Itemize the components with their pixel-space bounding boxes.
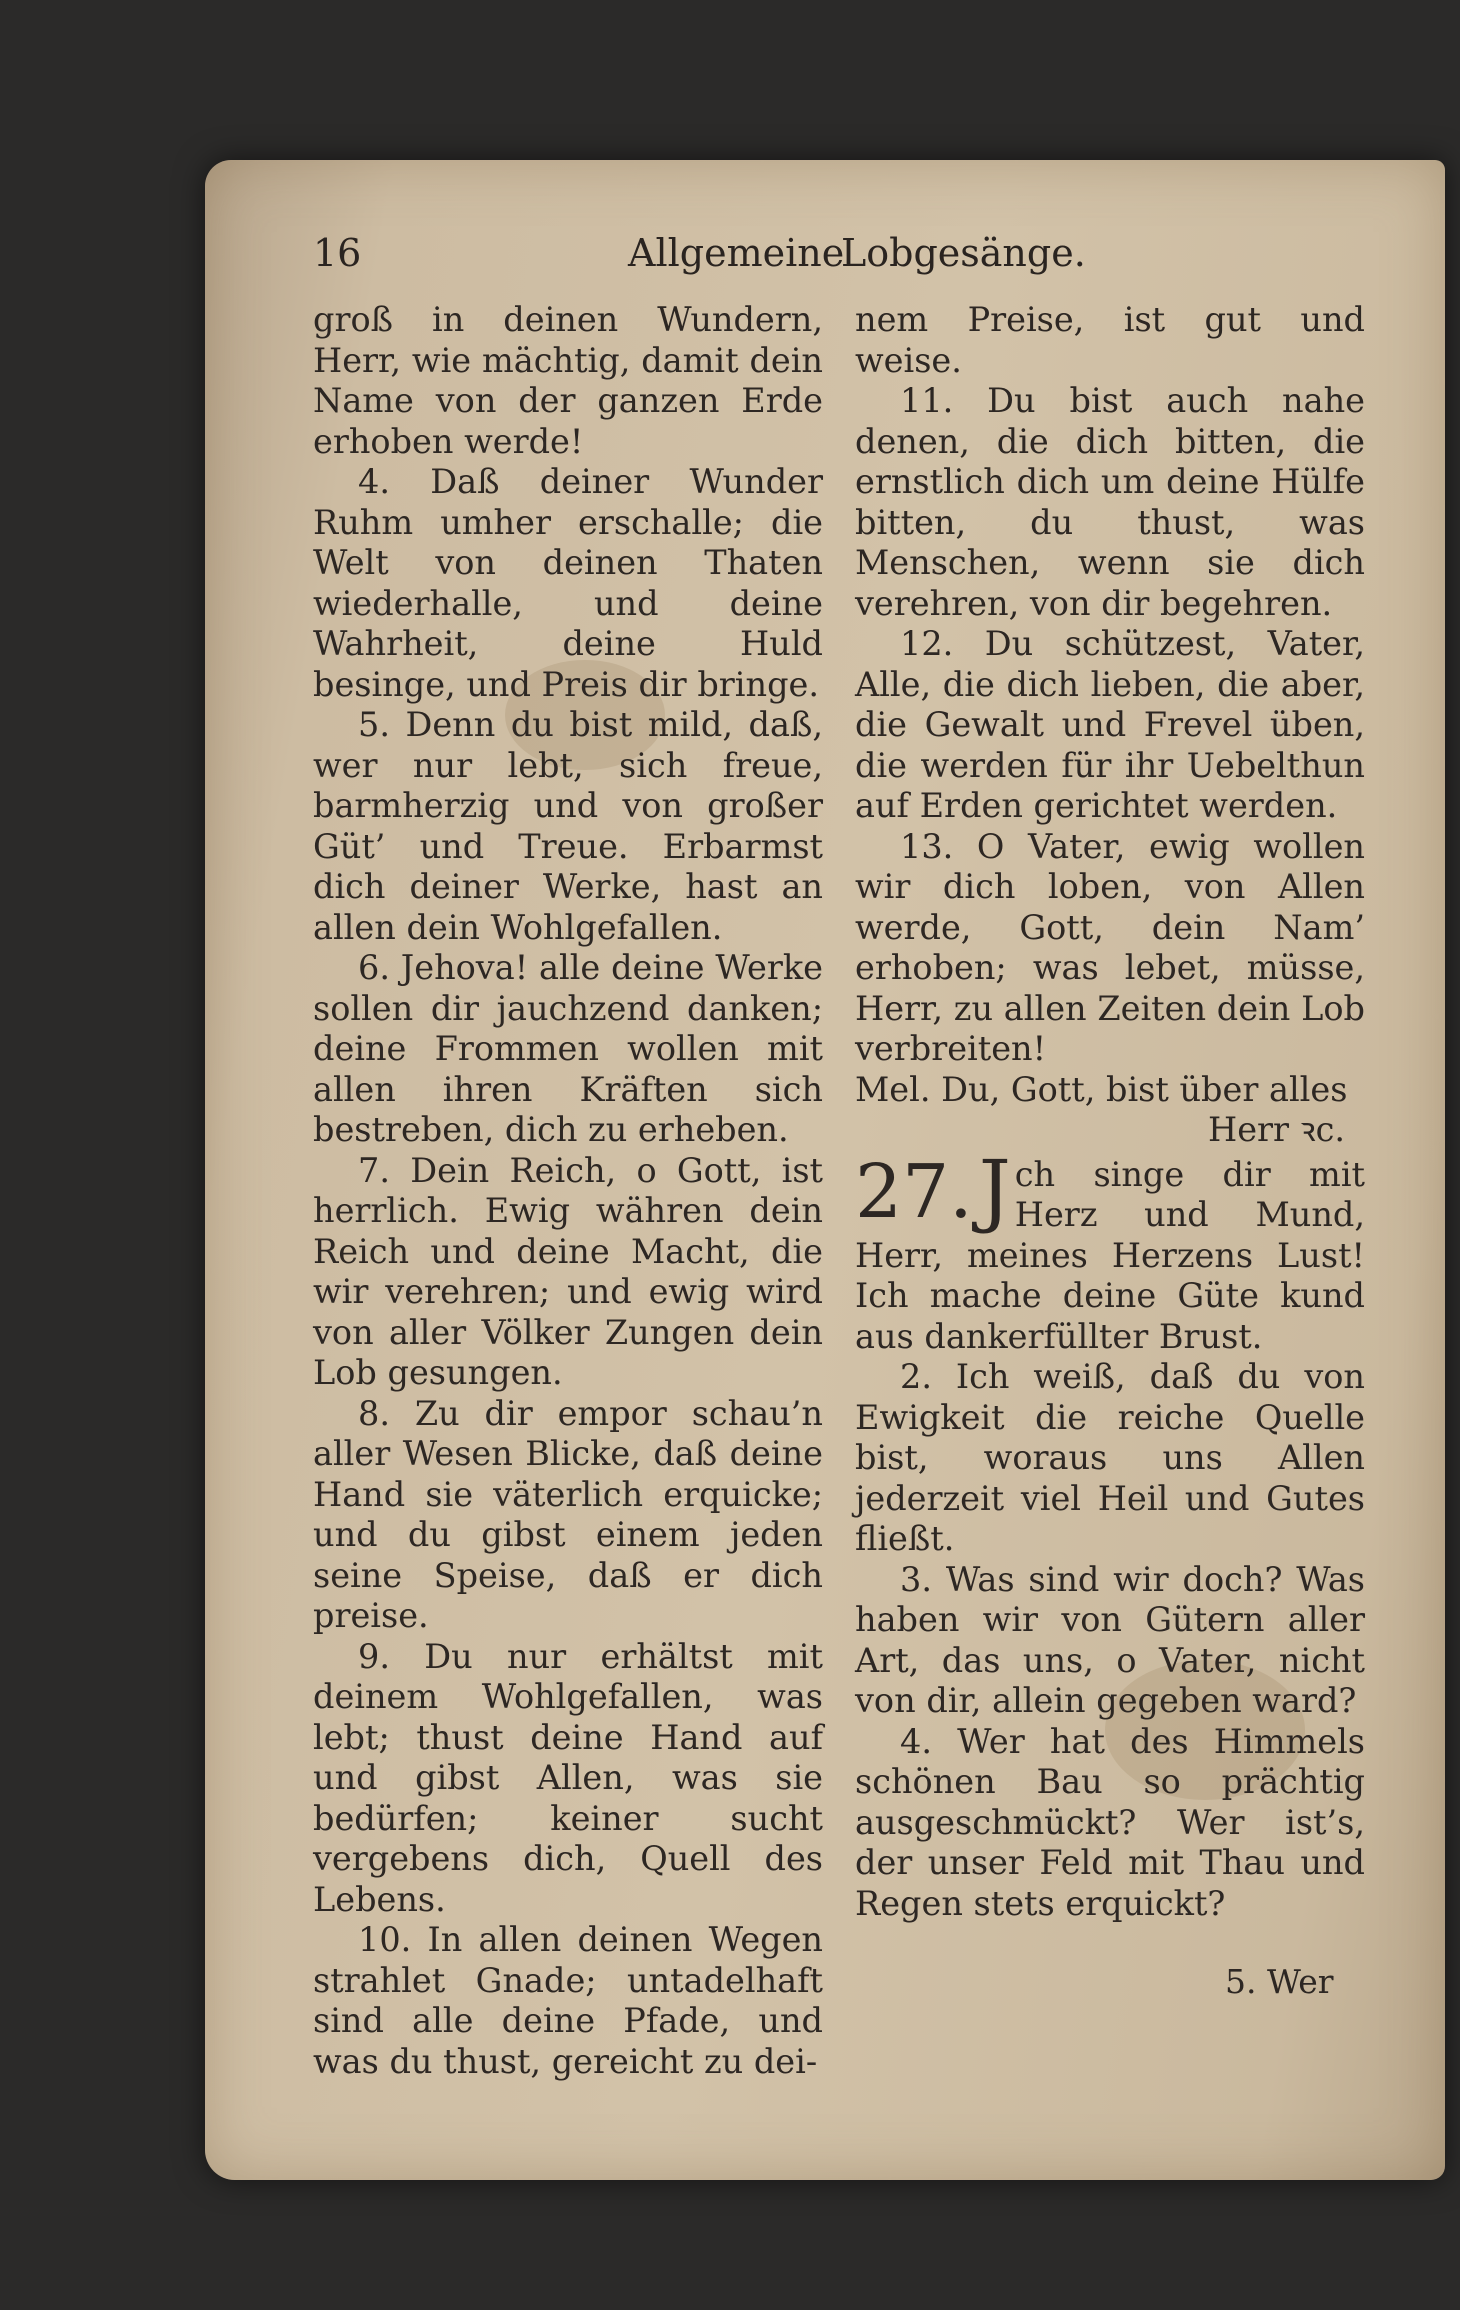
- melody-tail: Herr ꝛc.: [1207, 1110, 1345, 1149]
- paragraph: 13. O Vater, ewig wollen wir dich loben, von Allen werde, Gott, dein Nam’ erhoben; was lebet, müsse, Herr, zu allen Zeiten dein Lob verbreiten!: [855, 826, 1365, 1068]
- paragraph: 5. Denn du bist mild, daß, wer nur lebt, sich freue, barmherzig und von großer Güt’ und Treue. Erbarmst dich deiner Werke, hast an allen dein Wohlgefallen.: [313, 705, 823, 947]
- paragraph: 12. Du schützest, Vater, Alle, die dich lieben, die aber, die Gewalt und Frevel üben, die werden für ihr Uebelthun auf Erden gerichtet werden.: [855, 624, 1365, 825]
- paragraph: 3. Was sind wir doch? Was haben wir von Gütern aller Art, das uns, o Vater, nicht von dir, allein gegeben ward?: [855, 1559, 1365, 1720]
- hymn-number: 27.: [855, 1148, 973, 1235]
- paragraph: 4. Wer hat des Himmels schönen Bau so prächtig ausgeschmückt? Wer ist’s, der unser Feld mit Thau und Regen stets erquickt?: [855, 1721, 1365, 1923]
- paragraph: 9. Du nur erhältst mit deinem Wohlgefallen, was lebt; thust deine Hand auf und gibst Allen, was sie bedürfen; keiner sucht vergebens dich, Quell des Lebens.: [313, 1636, 823, 1919]
- melody-label: Mel. Du, Gott, bist über alles: [855, 1069, 1348, 1109]
- paragraph: 7. Dein Reich, o Gott, ist herrlich. Ewig währen dein Reich und deine Macht, die wir verehren; und ewig wird von aller Völker Zungen dein Lob gesungen.: [313, 1150, 823, 1392]
- paragraph: 11. Du bist auch nahe denen, die dich bitten, die ernstlich dich um deine Hülfe bitten, du thust, was Menschen, wenn sie dich verehren, von dir begehren.: [855, 381, 1365, 623]
- running-title-right: Lobgesänge.: [841, 231, 1086, 275]
- hymn-first-stanza: ch singe dir mit Herz und Mund, Herr, meines Herzens Lust! Ich mache deine Güte kund aus dankerfüllter Brust.: [855, 1154, 1365, 1356]
- catchword: 5. Wer: [1225, 1962, 1334, 2001]
- running-title-left: Allgemeine: [628, 231, 845, 275]
- running-head: [313, 225, 1363, 285]
- page-number: 16: [313, 231, 362, 275]
- drop-initial: J: [978, 1142, 1011, 1236]
- paragraph: 10. In allen deinen Wegen strahlet Gnade; untadelhaft sind alle deine Pfade, und was du thust, gereicht zu dei-: [313, 1920, 823, 2081]
- paragraph: 4. Daß deiner Wunder Ruhm umher erschalle; die Welt von deinen Thaten wiederhalle, und deine Wahrheit, deine Huld besinge, und Preis dir bringe.: [313, 462, 823, 704]
- paragraph: 2. Ich weiß, daß du von Ewigkeit die reiche Quelle bist, woraus uns Allen jederzeit viel Heil und Gutes fließt.: [855, 1357, 1365, 1558]
- hymn-27: [855, 1142, 1365, 1358]
- right-column: [855, 300, 1365, 1924]
- paragraph: 8. Zu dir empor schau’n aller Wesen Blicke, daß deine Hand sie väterlich erquicke; und du gibst einem jeden seine Speise, daß er dich preise.: [313, 1393, 823, 1635]
- paragraph: 6. Jehova! alle deine Werke sollen dir jauchzend danken; deine Frommen wollen mit allen ihren Kräften sich bestreben, dich zu erheben.: [313, 948, 823, 1149]
- melody-line: [855, 1070, 1365, 1151]
- left-column: [313, 300, 823, 2082]
- paragraph: groß in deinen Wundern, Herr, wie mächtig, damit dein Name von der ganzen Erde erhoben werde!: [313, 300, 823, 461]
- paragraph: nem Preise, ist gut und weise.: [855, 300, 1365, 380]
